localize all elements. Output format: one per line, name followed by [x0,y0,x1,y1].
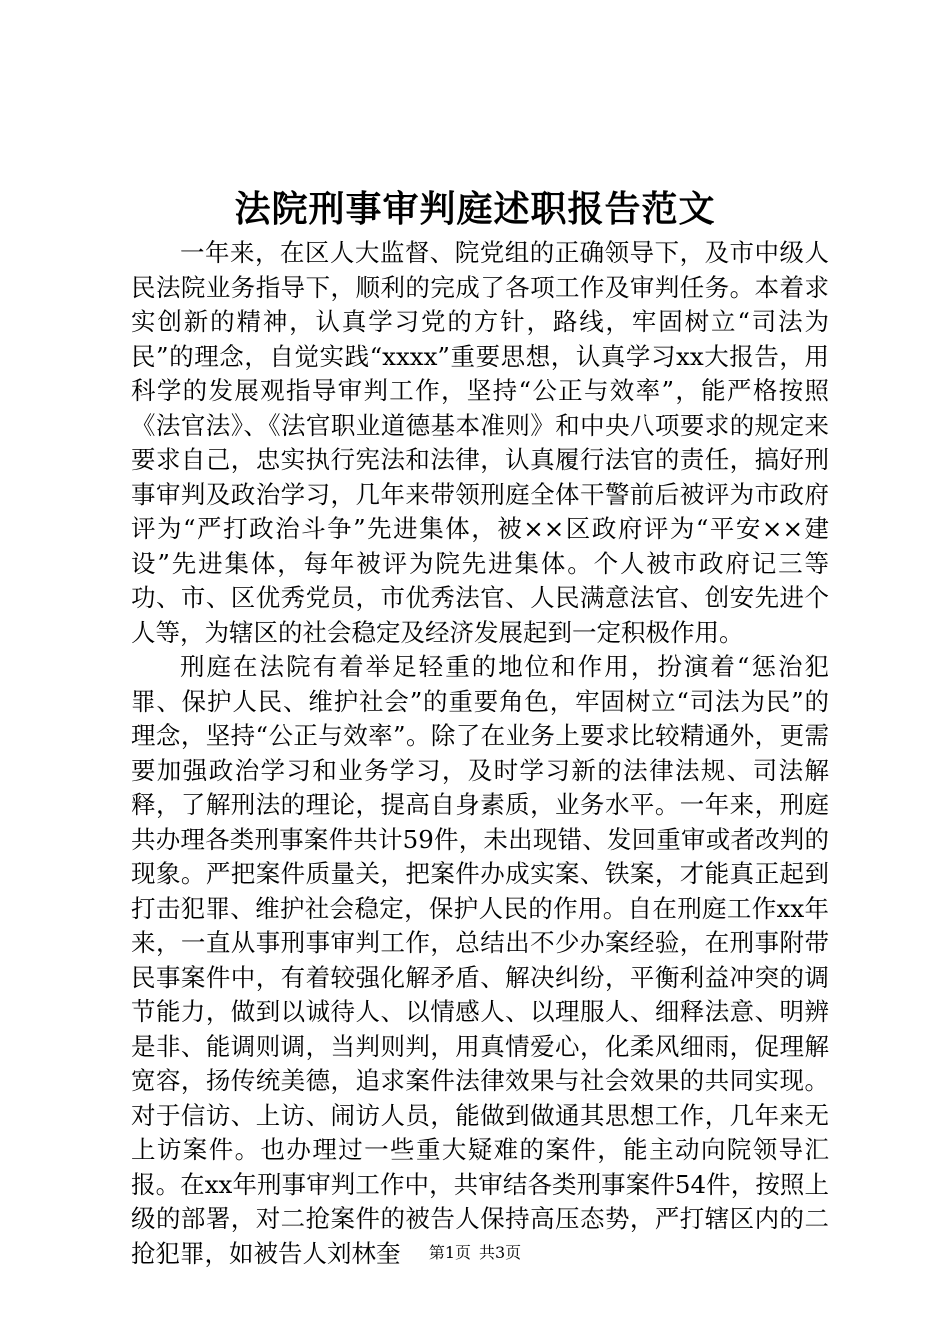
paragraph-2: 刑庭在法院有着举足轻重的地位和作用，扮演着“惩治犯罪、保护人民、维护社会”的重要角色，牢固树立“司法为民”的理念，坚持“公正与效率”。除了在业务上要求比较精通外，更需要加强政治学习和业务学习，及时学习新的法律法规、司法解释，了解刑法的理论，提高自身素质，业务水平。一年来，刑庭共办理各类刑事案件共计59件，未出现错、发回重审或者改判的现象。严把案件质量关，把案件办成实案、铁案，才能真正起到打击犯罪、维护社会稳定，保护人民的作用。自在刑庭工作xx年来，一直从事刑事审判工作，总结出不少办案经验，在刑事附带民事案件中，有着较强化解矛盾、解决纠纷，平衡利益冲突的调节能力，做到以诚待人、以情感人、以理服人、细释法意、明辨是非、能调则调，当判则判，用真情爱心，化柔风细雨，促理解宽容，扬传统美德，追求案件法律效果与社会效果的共同实现。对于信访、上访、闹访人员，能做到做通其思想工作，几年来无上访案件。也办理过一些重大疑难的案件，能主动向院领导汇报。在xx年刑事审判工作中，共审结各类刑事案件54件，按照上级的部署，对二抢案件的被告人保持高压态势，严打辖区内的二抢犯罪，如被告人刘林奎 [131,652,829,1268]
document-body [131,236,829,1271]
document-title: 法院刑事审判庭述职报告范文 [234,188,716,230]
page-total: 共3页 [479,1243,522,1262]
paragraph-1: 一年来，在区人大监督、院党组的正确领导下，及市中级人民法院业务指导下，顺利的完成了各项工作及审判任务。本着求实创新的精神，认真学习党的方针，路线，牢固树立“司法为民”的理念，自觉实践“xxxx”重要思想，认真学习xx大报告，用科学的发展观指导审判工作，坚持“公正与效率”，能严格按照《法官法》、《法官职业道德基本准则》和中央八项要求的规定来要求自己，忠实执行宪法和法律，认真履行法官的责任，搞好刑事审判及政治学习，几年来带领刑庭全体干警前后被评为市政府评为“严打政治斗争”先进集体，被××区政府评为“平安××建设”先进集体，每年被评为院先进集体。个人被市政府记三等功、市、区优秀党员，市优秀法官、人民满意法官、创安先进个人等，为辖区的社会稳定及经济发展起到一定积极作用。 [131,238,829,647]
page-number: 第1页 [428,1243,471,1262]
page-footer [0,1242,950,1264]
